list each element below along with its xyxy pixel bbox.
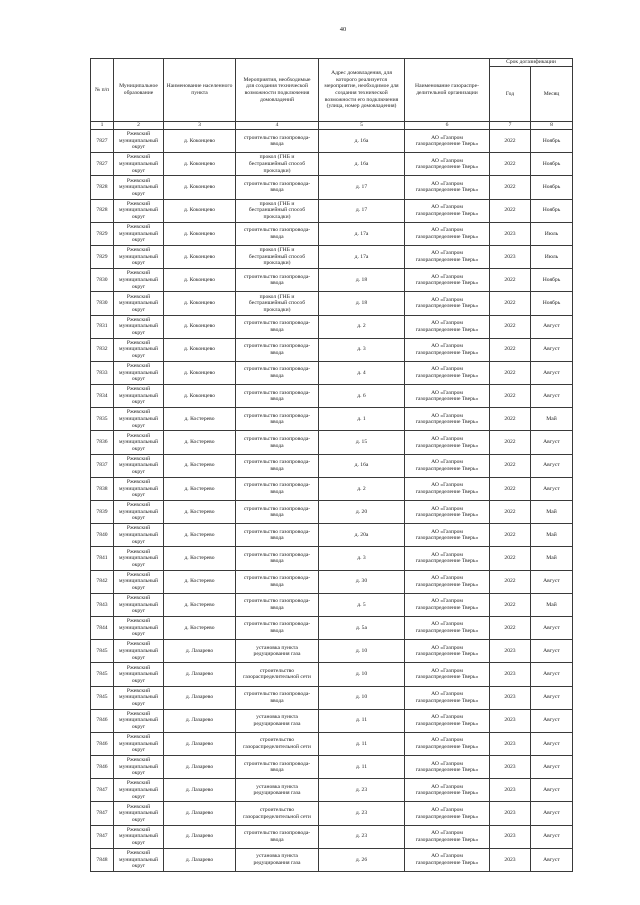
cell-address: д. 10 — [319, 663, 405, 686]
cell-year: 2022 — [490, 408, 531, 431]
cell-num: 7830 — [91, 292, 114, 315]
cell-settlement: д. Костерево — [164, 431, 236, 454]
cell-address: д. 4 — [319, 362, 405, 385]
cell-month: Ноябрь — [531, 153, 573, 176]
cell-municipality: Ржевский муниципальный округ — [114, 826, 164, 849]
cell-num: 7846 — [91, 733, 114, 756]
cell-activity: строительство газопровода-ввода — [236, 339, 319, 362]
cell-municipality: Ржевский муниципальный округ — [114, 408, 164, 431]
cell-year: 2022 — [490, 617, 531, 640]
cell-settlement: д. Коконцево — [164, 339, 236, 362]
cell-year: 2022 — [490, 455, 531, 478]
cell-activity: строительство газопровода-ввода — [236, 316, 319, 339]
cell-year: 2022 — [490, 316, 531, 339]
cell-organization: АО «Газпром газораспределение Тверь» — [405, 455, 490, 478]
cell-year: 2022 — [490, 176, 531, 199]
cell-settlement: д. Коконцево — [164, 200, 236, 223]
cell-settlement: д. Коконцево — [164, 269, 236, 292]
cell-activity: строительство газопровода-ввода — [236, 455, 319, 478]
cell-year: 2022 — [490, 594, 531, 617]
cell-activity: прокол (ГНБ и бестраншейный способ прокладки) — [236, 200, 319, 223]
cell-month: Август — [531, 710, 573, 733]
cell-address: д. 11 — [319, 733, 405, 756]
cell-activity: строительство газопровода-ввода — [236, 594, 319, 617]
cell-settlement: д. Коконцево — [164, 385, 236, 408]
cell-municipality: Ржевский муниципальный округ — [114, 385, 164, 408]
cell-activity: строительство газораспределительной сети — [236, 802, 319, 825]
cell-activity: строительство газопровода-ввода — [236, 687, 319, 710]
cell-settlement: д. Лазарево — [164, 849, 236, 872]
cell-activity: строительство газопровода-ввода — [236, 130, 319, 153]
cell-month: Ноябрь — [531, 130, 573, 153]
cell-organization: АО «Газпром газораспределение Тверь» — [405, 130, 490, 153]
cell-municipality: Ржевский муниципальный округ — [114, 455, 164, 478]
cell-num: 7847 — [91, 802, 114, 825]
cell-organization: АО «Газпром газораспределение Тверь» — [405, 617, 490, 640]
cell-municipality: Ржевский муниципальный округ — [114, 687, 164, 710]
cell-activity: установка пункта редуцирования газа — [236, 640, 319, 663]
cell-num: 7835 — [91, 408, 114, 431]
cell-address: д. 5 — [319, 594, 405, 617]
header-municipality: Муниципальное образование — [114, 59, 164, 122]
cell-activity: строительство газопровода-ввода — [236, 223, 319, 246]
cell-settlement: д. Лазарево — [164, 710, 236, 733]
cell-address: д. 23 — [319, 779, 405, 802]
cell-num: 7848 — [91, 849, 114, 872]
cell-settlement: д. Костерево — [164, 455, 236, 478]
cell-address: д. 17 — [319, 176, 405, 199]
cell-organization: АО «Газпром газораспределение Тверь» — [405, 501, 490, 524]
cell-organization: АО «Газпром газораспределение Тверь» — [405, 200, 490, 223]
header-num: № п/п — [91, 59, 114, 122]
cell-municipality: Ржевский муниципальный округ — [114, 663, 164, 686]
cell-month: Август — [531, 733, 573, 756]
cell-year: 2022 — [490, 571, 531, 594]
header-deadline: Срок догазификации — [490, 59, 573, 67]
cell-organization: АО «Газпром газораспределение Тверь» — [405, 802, 490, 825]
cell-municipality: Ржевский муниципальный округ — [114, 431, 164, 454]
cell-month: Август — [531, 571, 573, 594]
cell-address: д. 3 — [319, 339, 405, 362]
cell-month: Июль — [531, 223, 573, 246]
cell-municipality: Ржевский муниципальный округ — [114, 362, 164, 385]
cell-num: 7832 — [91, 339, 114, 362]
header-settlement: Наименование населенного пункта — [164, 59, 236, 122]
cell-month: Август — [531, 756, 573, 779]
cell-num: 7828 — [91, 176, 114, 199]
header-activity: Мероприятия, необходимые для создания технической возможности подключения домовладений — [236, 59, 319, 122]
cell-address: д. 17а — [319, 246, 405, 269]
cell-settlement: д. Лазарево — [164, 779, 236, 802]
cell-num: 7829 — [91, 223, 114, 246]
cell-organization: АО «Газпром газораспределение Тверь» — [405, 478, 490, 501]
cell-activity: строительство газораспределительной сети — [236, 733, 319, 756]
cell-num: 7845 — [91, 663, 114, 686]
cell-year: 2022 — [490, 269, 531, 292]
cell-year: 2023 — [490, 710, 531, 733]
header-year: Год — [490, 67, 531, 122]
cell-address: д. 17а — [319, 223, 405, 246]
cell-municipality: Ржевский муниципальный округ — [114, 594, 164, 617]
cell-activity: строительство газораспределительной сети — [236, 663, 319, 686]
cell-year: 2022 — [490, 431, 531, 454]
cell-num: 7845 — [91, 640, 114, 663]
cell-address: д. 18 — [319, 292, 405, 315]
cell-organization: АО «Газпром газораспределение Тверь» — [405, 571, 490, 594]
cell-municipality: Ржевский муниципальный округ — [114, 733, 164, 756]
cell-year: 2023 — [490, 802, 531, 825]
gasification-table — [90, 58, 573, 872]
cell-activity: установка пункта редуцирования газа — [236, 779, 319, 802]
column-number-cell: 2 — [114, 122, 164, 130]
cell-settlement: д. Костерево — [164, 594, 236, 617]
cell-num: 7833 — [91, 362, 114, 385]
cell-num: 7830 — [91, 269, 114, 292]
cell-municipality: Ржевский муниципальный округ — [114, 779, 164, 802]
cell-num: 7847 — [91, 826, 114, 849]
cell-municipality: Ржевский муниципальный округ — [114, 292, 164, 315]
cell-year: 2022 — [490, 200, 531, 223]
cell-municipality: Ржевский муниципальный округ — [114, 478, 164, 501]
cell-num: 7831 — [91, 316, 114, 339]
cell-municipality: Ржевский муниципальный округ — [114, 501, 164, 524]
cell-activity: строительство газопровода-ввода — [236, 524, 319, 547]
cell-municipality: Ржевский муниципальный округ — [114, 200, 164, 223]
cell-year: 2022 — [490, 362, 531, 385]
cell-address: д. 23 — [319, 826, 405, 849]
cell-organization: АО «Газпром газораспределение Тверь» — [405, 316, 490, 339]
cell-organization: АО «Газпром газораспределение Тверь» — [405, 756, 490, 779]
cell-activity: строительство газопровода-ввода — [236, 617, 319, 640]
cell-activity: строительство газопровода-ввода — [236, 478, 319, 501]
cell-settlement: д. Коконцево — [164, 292, 236, 315]
cell-num: 7837 — [91, 455, 114, 478]
cell-month: Август — [531, 431, 573, 454]
cell-municipality: Ржевский муниципальный округ — [114, 524, 164, 547]
cell-activity: строительство газопровода-ввода — [236, 571, 319, 594]
cell-organization: АО «Газпром газораспределение Тверь» — [405, 849, 490, 872]
cell-municipality: Ржевский муниципальный округ — [114, 130, 164, 153]
column-number-cell: 7 — [490, 122, 531, 130]
cell-organization: АО «Газпром газораспределение Тверь» — [405, 292, 490, 315]
cell-settlement: д. Лазарево — [164, 802, 236, 825]
cell-address: д. 26 — [319, 849, 405, 872]
cell-year: 2023 — [490, 687, 531, 710]
cell-month: Август — [531, 362, 573, 385]
cell-settlement: д. Костерево — [164, 524, 236, 547]
cell-address: д. 11 — [319, 710, 405, 733]
cell-year: 2023 — [490, 246, 531, 269]
cell-municipality: Ржевский муниципальный округ — [114, 617, 164, 640]
cell-settlement: д. Лазарево — [164, 687, 236, 710]
cell-num: 7847 — [91, 779, 114, 802]
cell-num: 7829 — [91, 246, 114, 269]
cell-municipality: Ржевский муниципальный округ — [114, 710, 164, 733]
cell-municipality: Ржевский муниципальный округ — [114, 547, 164, 570]
cell-activity: строительство газопровода-ввода — [236, 501, 319, 524]
cell-address: д. 23 — [319, 802, 405, 825]
cell-organization: АО «Газпром газораспределение Тверь» — [405, 710, 490, 733]
cell-address: д. 30 — [319, 571, 405, 594]
cell-year: 2023 — [490, 640, 531, 663]
cell-organization: АО «Газпром газораспределение Тверь» — [405, 269, 490, 292]
cell-address: д. 2 — [319, 478, 405, 501]
cell-year: 2023 — [490, 849, 531, 872]
cell-year: 2022 — [490, 153, 531, 176]
cell-organization: АО «Газпром газораспределение Тверь» — [405, 339, 490, 362]
cell-month: Август — [531, 802, 573, 825]
cell-year: 2023 — [490, 826, 531, 849]
cell-activity: строительство газопровода-ввода — [236, 547, 319, 570]
cell-address: д. 5а — [319, 617, 405, 640]
cell-num: 7843 — [91, 594, 114, 617]
cell-activity: прокол (ГНБ и бестраншейный способ прокладки) — [236, 153, 319, 176]
cell-address: д. 3 — [319, 547, 405, 570]
cell-activity: строительство газопровода-ввода — [236, 408, 319, 431]
cell-municipality: Ржевский муниципальный округ — [114, 246, 164, 269]
cell-settlement: д. Костерево — [164, 408, 236, 431]
cell-year: 2022 — [490, 385, 531, 408]
cell-organization: АО «Газпром газораспределение Тверь» — [405, 826, 490, 849]
cell-month: Август — [531, 455, 573, 478]
cell-organization: АО «Газпром газораспределение Тверь» — [405, 594, 490, 617]
cell-organization: АО «Газпром газораспределение Тверь» — [405, 687, 490, 710]
cell-month: Август — [531, 640, 573, 663]
cell-municipality: Ржевский муниципальный округ — [114, 571, 164, 594]
column-number-cell: 4 — [236, 122, 319, 130]
column-number-cell: 6 — [405, 122, 490, 130]
cell-year: 2023 — [490, 779, 531, 802]
cell-organization: АО «Газпром газораспределение Тверь» — [405, 779, 490, 802]
cell-organization: АО «Газпром газораспределение Тверь» — [405, 547, 490, 570]
cell-organization: АО «Газпром газораспределение Тверь» — [405, 385, 490, 408]
cell-settlement: д. Костерево — [164, 617, 236, 640]
cell-municipality: Ржевский муниципальный округ — [114, 756, 164, 779]
cell-num: 7838 — [91, 478, 114, 501]
cell-address: д. 18 — [319, 269, 405, 292]
cell-activity: строительство газопровода-ввода — [236, 826, 319, 849]
column-number-cell: 8 — [531, 122, 573, 130]
cell-year: 2023 — [490, 663, 531, 686]
cell-settlement: д. Коконцево — [164, 176, 236, 199]
cell-year: 2022 — [490, 478, 531, 501]
cell-settlement: д. Лазарево — [164, 756, 236, 779]
cell-month: Август — [531, 663, 573, 686]
cell-year: 2023 — [490, 756, 531, 779]
cell-month: Ноябрь — [531, 292, 573, 315]
cell-municipality: Ржевский муниципальный округ — [114, 153, 164, 176]
cell-municipality: Ржевский муниципальный округ — [114, 802, 164, 825]
cell-num: 7834 — [91, 385, 114, 408]
column-number-cell: 3 — [164, 122, 236, 130]
cell-activity: установка пункта редуцирования газа — [236, 849, 319, 872]
cell-activity: строительство газопровода-ввода — [236, 756, 319, 779]
cell-month: Август — [531, 687, 573, 710]
cell-month: Май — [531, 408, 573, 431]
cell-municipality: Ржевский муниципальный округ — [114, 640, 164, 663]
cell-month: Май — [531, 501, 573, 524]
cell-year: 2022 — [490, 524, 531, 547]
cell-settlement: д. Костерево — [164, 478, 236, 501]
cell-activity: установка пункта редуцирования газа — [236, 710, 319, 733]
cell-num: 7828 — [91, 200, 114, 223]
cell-organization: АО «Газпром газораспределение Тверь» — [405, 223, 490, 246]
cell-settlement: д. Костерево — [164, 501, 236, 524]
column-number-cell: 5 — [319, 122, 405, 130]
cell-month: Май — [531, 524, 573, 547]
cell-activity: строительство газопровода-ввода — [236, 176, 319, 199]
cell-address: д. 20а — [319, 524, 405, 547]
cell-num: 7839 — [91, 501, 114, 524]
cell-num: 7846 — [91, 710, 114, 733]
cell-settlement: д. Костерево — [164, 547, 236, 570]
cell-activity: строительство газопровода-ввода — [236, 431, 319, 454]
cell-settlement: д. Коконцево — [164, 246, 236, 269]
cell-year: 2022 — [490, 292, 531, 315]
cell-num: 7846 — [91, 756, 114, 779]
cell-address: д. 16а — [319, 130, 405, 153]
cell-settlement: д. Лазарево — [164, 733, 236, 756]
cell-settlement: д. Коконцево — [164, 130, 236, 153]
cell-settlement: д. Коконцево — [164, 153, 236, 176]
cell-month: Май — [531, 594, 573, 617]
cell-month: Август — [531, 478, 573, 501]
cell-year: 2022 — [490, 130, 531, 153]
header-month: Месяц — [531, 67, 573, 122]
cell-num: 7827 — [91, 153, 114, 176]
cell-address: д. 10 — [319, 687, 405, 710]
cell-settlement: д. Костерево — [164, 571, 236, 594]
cell-year: 2023 — [490, 223, 531, 246]
cell-municipality: Ржевский муниципальный округ — [114, 339, 164, 362]
cell-activity: прокол (ГНБ и бестраншейный способ прокладки) — [236, 292, 319, 315]
cell-organization: АО «Газпром газораспределение Тверь» — [405, 176, 490, 199]
cell-month: Август — [531, 385, 573, 408]
cell-year: 2022 — [490, 501, 531, 524]
cell-num: 7842 — [91, 571, 114, 594]
cell-settlement: д. Лазарево — [164, 826, 236, 849]
cell-organization: АО «Газпром газораспределение Тверь» — [405, 640, 490, 663]
cell-organization: АО «Газпром газораспределение Тверь» — [405, 362, 490, 385]
cell-activity: строительство газопровода-ввода — [236, 362, 319, 385]
cell-year: 2023 — [490, 733, 531, 756]
cell-address: д. 15 — [319, 431, 405, 454]
cell-municipality: Ржевский муниципальный округ — [114, 849, 164, 872]
column-number-cell: 1 — [91, 122, 114, 130]
cell-organization: АО «Газпром газораспределение Тверь» — [405, 408, 490, 431]
cell-address: д. 20 — [319, 501, 405, 524]
cell-month: Август — [531, 316, 573, 339]
cell-num: 7840 — [91, 524, 114, 547]
cell-num: 7841 — [91, 547, 114, 570]
header-organization: Наименование газораспре-делительной организации — [405, 59, 490, 122]
cell-address: д. 1 — [319, 408, 405, 431]
cell-month: Ноябрь — [531, 200, 573, 223]
cell-municipality: Ржевский муниципальный округ — [114, 176, 164, 199]
cell-year: 2022 — [490, 339, 531, 362]
cell-month: Август — [531, 617, 573, 640]
cell-organization: АО «Газпром газораспределение Тверь» — [405, 524, 490, 547]
cell-municipality: Ржевский муниципальный округ — [114, 269, 164, 292]
cell-organization: АО «Газпром газораспределение Тверь» — [405, 733, 490, 756]
cell-organization: АО «Газпром газораспределение Тверь» — [405, 153, 490, 176]
cell-settlement: д. Лазарево — [164, 663, 236, 686]
cell-year: 2022 — [490, 547, 531, 570]
cell-address: д. 10 — [319, 640, 405, 663]
cell-address: д. 6 — [319, 385, 405, 408]
cell-num: 7836 — [91, 431, 114, 454]
cell-month: Август — [531, 339, 573, 362]
cell-month: Ноябрь — [531, 269, 573, 292]
cell-address: д. 17 — [319, 200, 405, 223]
cell-activity: строительство газопровода-ввода — [236, 269, 319, 292]
cell-address: д. 2 — [319, 316, 405, 339]
cell-organization: АО «Газпром газораспределение Тверь» — [405, 431, 490, 454]
page-number: 40 — [339, 26, 347, 33]
cell-month: Август — [531, 849, 573, 872]
cell-num: 7844 — [91, 617, 114, 640]
cell-municipality: Ржевский муниципальный округ — [114, 316, 164, 339]
cell-settlement: д. Коконцево — [164, 223, 236, 246]
cell-settlement: д. Лазарево — [164, 640, 236, 663]
cell-month: Июль — [531, 246, 573, 269]
cell-address: д. 11 — [319, 756, 405, 779]
cell-month: Август — [531, 779, 573, 802]
cell-address: д. 16а — [319, 455, 405, 478]
cell-month: Август — [531, 826, 573, 849]
cell-num: 7845 — [91, 687, 114, 710]
cell-organization: АО «Газпром газораспределение Тверь» — [405, 246, 490, 269]
cell-settlement: д. Коконцево — [164, 362, 236, 385]
cell-activity: прокол (ГНБ и бестраншейный способ прокладки) — [236, 246, 319, 269]
cell-address: д. 16а — [319, 153, 405, 176]
cell-month: Май — [531, 547, 573, 570]
cell-settlement: д. Коконцево — [164, 316, 236, 339]
cell-organization: АО «Газпром газораспределение Тверь» — [405, 663, 490, 686]
cell-month: Ноябрь — [531, 176, 573, 199]
header-address: Адрес домовладения, для которого реализуется мероприятие, необходимое для создания технической возможности его подключения (улица, номер домовладения) — [319, 59, 405, 122]
cell-num: 7827 — [91, 130, 114, 153]
cell-municipality: Ржевский муниципальный округ — [114, 223, 164, 246]
cell-activity: строительство газопровода-ввода — [236, 385, 319, 408]
